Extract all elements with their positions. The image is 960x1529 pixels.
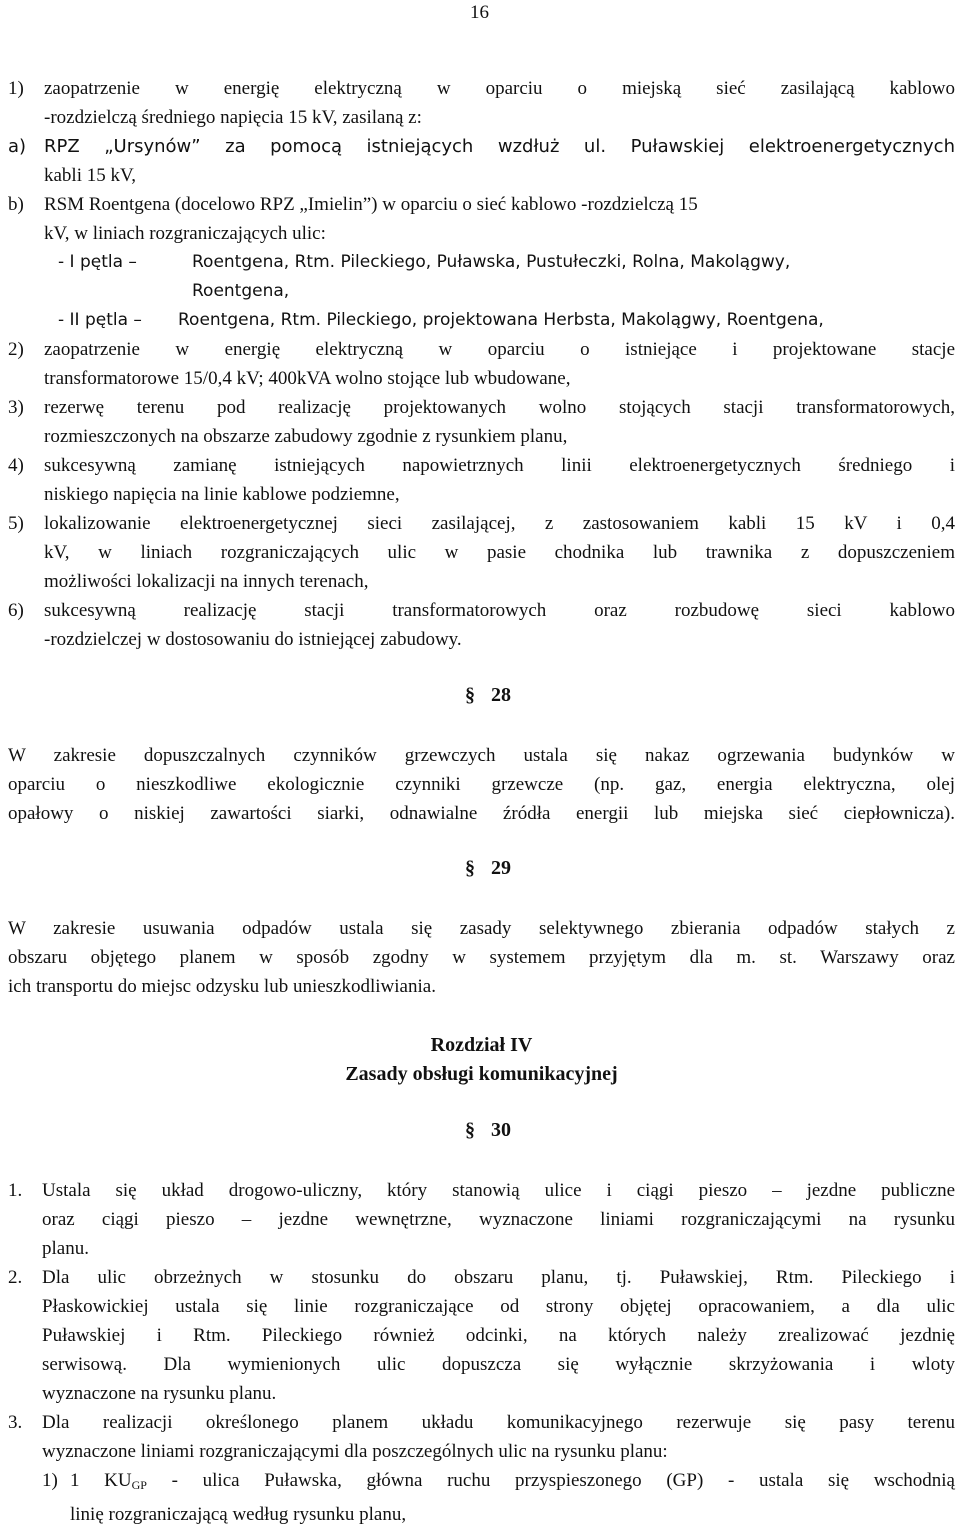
list-line [70,1466,955,1500]
list-line: oraz ciągi pieszo – jezdne wewnętrzne, wyznaczone liniami rozgraniczającymi na rysunku [42,1209,955,1230]
list-line: Dla ulic obrzeżnych w stosunku do obszaru planu, tj. Puławskiej, Rtm. Pileckiego i [42,1267,955,1288]
list-item [8,335,955,393]
list-line: sukcesywną zamianę istniejących napowietrznych linii elektroenergetycznych średniego i [44,455,955,476]
paragraph-line: W zakresie dopuszczalnych czynników grzewczych ustala się nakaz ogrzewania budynków w [8,745,955,766]
list-line: zaopatrzenie w energię elektryczną w oparciu o istniejące i projektowane stacje [44,339,955,360]
list-item [8,596,955,654]
section-number: 30 [491,1119,511,1141]
list-label: 4) [8,455,24,476]
list-line: Roentgena, [192,281,290,301]
paragraph-28 [8,741,955,828]
list-label: 1) [42,1470,58,1491]
list-item [8,451,955,509]
list-line: Dla realizacji określonego planem układu komunikacyjnego rezerwuje się pasy terenu [42,1412,955,1433]
list-item [8,509,955,596]
list-line-text: - ulica Puławska, główna ruchu przyspieszonego (GP) - ustala się wschodnią [146,1470,955,1491]
list-item [58,306,955,335]
paragraph-line: ich transportu do miejsc odzysku lub unieszkodliwiania. [8,976,436,997]
list-line: Płaskowickiej ustala się linie rozgraniczające od strony objętej opracowaniem, a dla ulic [42,1296,955,1317]
list-label: 2) [8,339,24,360]
list-item [8,1408,955,1466]
paragraph-line: W zakresie usuwania odpadów ustala się zasady selektywnego zbierania odpadów stałych z [8,918,955,939]
section-heading-29 [0,857,960,880]
list-line: Roentgena, Rtm. Pileckiego, Puławska, Pustułeczki, Rolna, Makolągwy, [192,252,791,272]
section-heading-30 [0,1119,960,1142]
list-label: 1) [8,78,24,99]
list-line: RPZ „Ursynów” za pomocą istniejących wzdłuż ul. Puławskiej elektroenergetycznych [44,136,955,157]
paragraph-line: opałowy o niskiej zawartości siarki, odnawialne źródła energii lub miejska sieć ciepłownicza). [8,803,955,824]
list-label: 5) [8,513,24,534]
list-line: linię rozgraniczającą według rysunku planu, [70,1504,407,1525]
section-symbol: § [465,1119,475,1141]
list-item [8,1176,955,1263]
list-label-spacer [8,1466,42,1529]
road-code-subscript: GP [131,1478,147,1492]
list-line: sukcesywną realizację stacji transformatorowych oraz rozbudowę sieci kablowo [44,600,955,621]
list-label: - I pętla – [58,252,137,272]
list-label: 6) [8,600,24,621]
list-line: możliwości lokalizacji na innych terenach, [44,571,369,592]
road-code: 1 KU [70,1470,132,1491]
page-number: 16 [470,2,489,23]
list-line: serwisową. Dla wymienionych ulic dopuszcza się wyłącznie skrzyżowania i wloty [42,1354,955,1375]
list-label: 2. [8,1267,23,1288]
paragraph-line: obszaru objętego planem w sposób zgodny w systemem przyjętym dla m. st. Warszawy oraz [8,947,955,968]
list-label: a) [8,136,27,157]
list-line: Ustala się układ drogowo-uliczny, który stanowią ulice i ciągi pieszo – jezdne publiczne [42,1180,955,1201]
list-label: - II pętla – [58,310,142,330]
list-line: transformatorowe 15/0,4 kV; 400kVA wolno stojące lub wbudowane, [44,368,571,389]
list-line: rozmieszczonych na obszarze zabudowy zgodnie z rysunkiem planu, [44,426,568,447]
sub-list-item [8,1466,955,1529]
list-line: wyznaczone liniami rozgraniczającymi dla poszczególnych ulic na rysunku planu: [42,1441,668,1462]
section-symbol: § [465,857,475,879]
list-item [8,132,955,190]
list-item [8,1263,955,1408]
list-label: 3. [8,1412,23,1433]
list-line: zaopatrzenie w energię elektryczną w oparciu o miejską sieć zasilającą kablowo [44,78,955,99]
list-item [8,74,955,132]
list-line: Puławskiej i Rtm. Pileckiego również odcinki, na których należy zrealizować jezdnię [42,1325,955,1346]
list-line: -rozdzielczą średniego napięcia 15 kV, zasilaną z: [44,107,422,128]
paragraph-line: oparciu o nieszkodliwe ekologicznie czynniki grzewcze (np. gaz, energia elektryczna, olej [8,774,955,795]
list-line: lokalizowanie elektroenergetycznej sieci zasilającej, z zastosowaniem kabli 15 kV i 0,4 [44,513,955,534]
list-line: -rozdzielczej w dostosowaniu do istniejącej zabudowy. [44,629,462,650]
chapter-title: Rozdział IV [430,1034,533,1056]
list-line: Roentgena, Rtm. Pileckiego, projektowana Herbsta, Makolągwy, Roentgena, [178,310,824,330]
list-line: wyznaczone na rysunku planu. [42,1383,277,1404]
list-line: kV, w liniach rozgraniczających ulic w pasie chodnika lub trawnika z dopuszczeniem [44,542,955,563]
list-line: niskiego napięcia na linie kablowe podziemne, [44,484,400,505]
list-label: b) [8,194,24,215]
chapter-subtitle: Zasady obsługi komunikacyjnej [345,1063,618,1085]
list-label: 3) [8,397,24,418]
list-item [8,190,955,248]
list-item [8,393,955,451]
list-line: RSM Roentgena (docelowo RPZ „Imielin”) w oparciu o sieć kablowo -rozdzielczą 15 [44,194,698,215]
paragraph-29 [8,914,955,1001]
list-line: kabli 15 kV, [44,165,137,186]
list-line: rezerwę terenu pod realizację projektowanych wolno stojących stacji transformatorowych, [44,397,955,418]
list-label: 1. [8,1180,23,1201]
section-heading-28 [0,684,960,707]
list-line: planu. [42,1238,89,1259]
section-symbol: § [465,684,475,706]
list-item [58,248,955,306]
section-number: 29 [491,857,511,879]
section-number: 28 [491,684,511,706]
list-line: kV, w liniach rozgraniczających ulic: [44,223,326,244]
